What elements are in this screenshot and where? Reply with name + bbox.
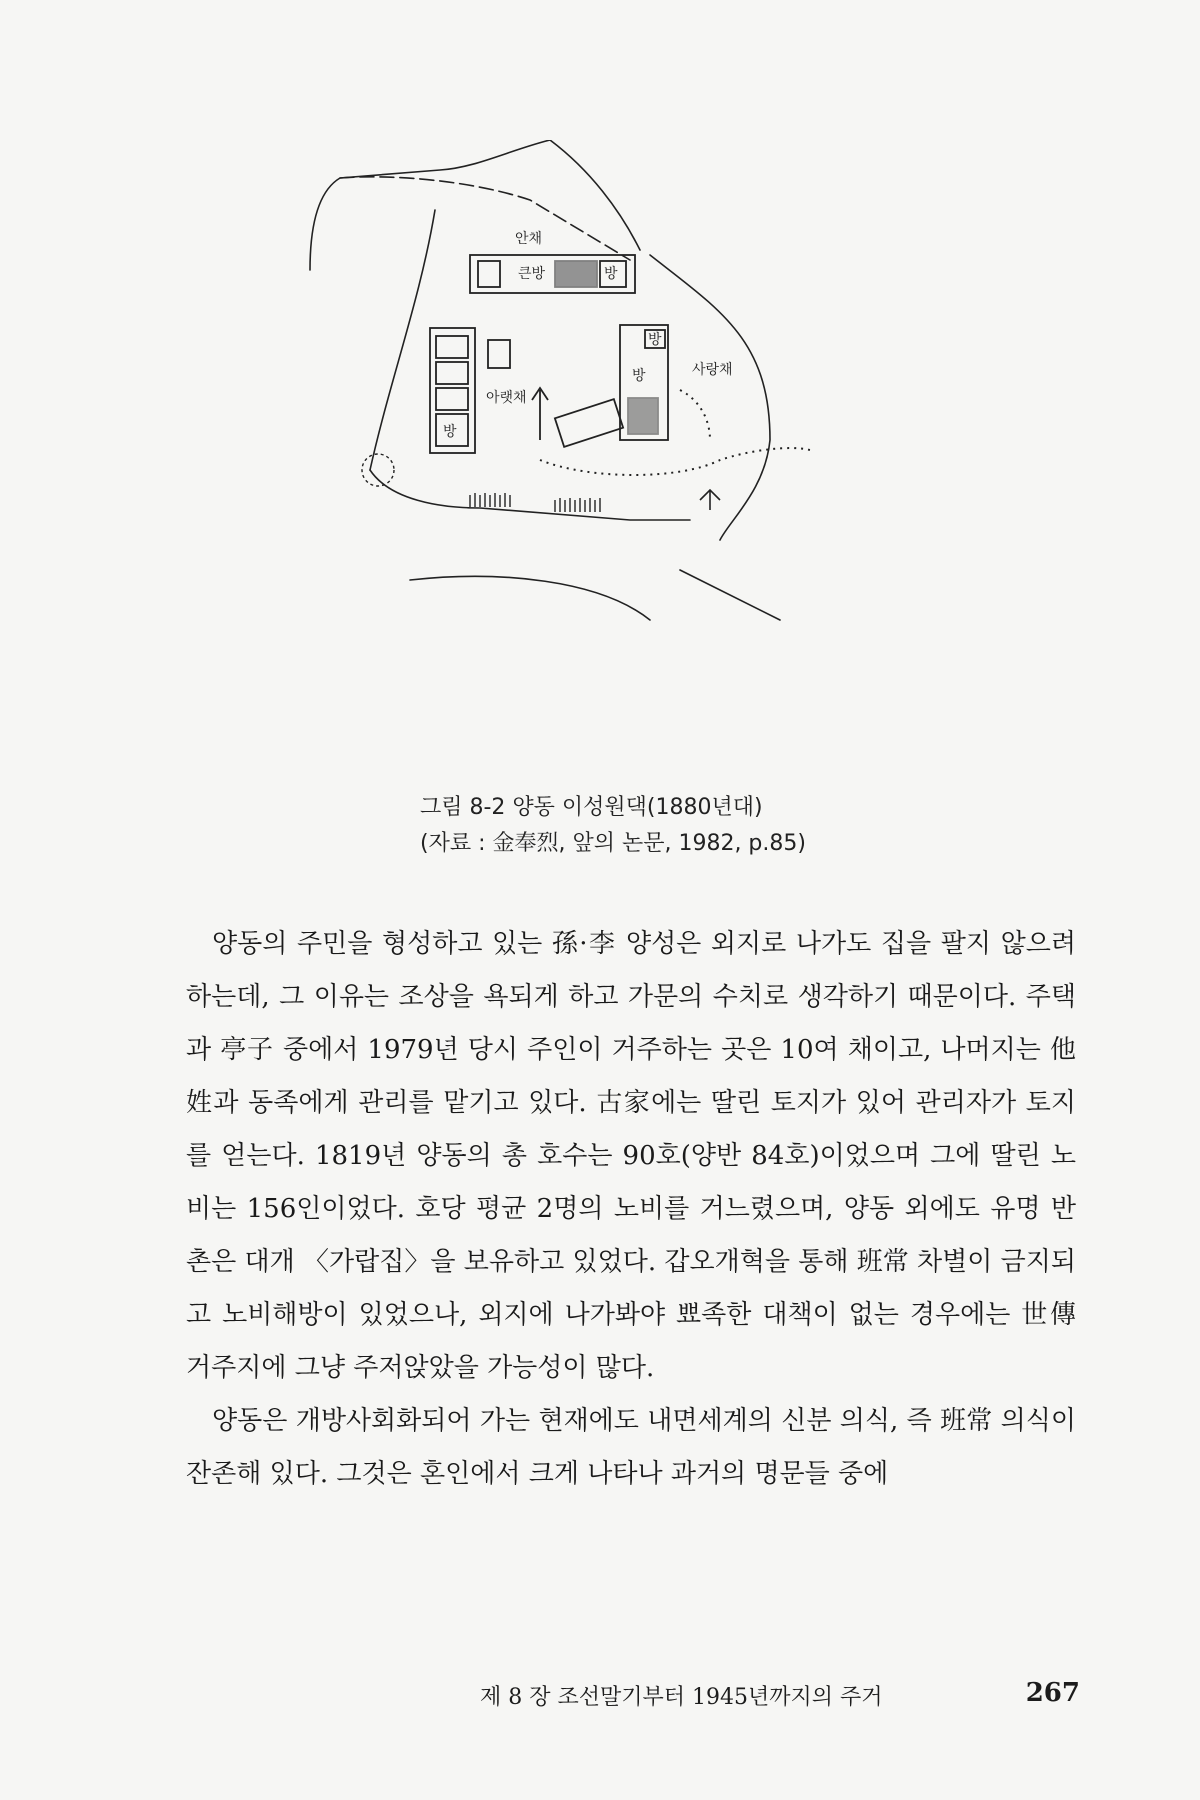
caption-title: 그림 8-2 양동 이성원댁(1880년대) bbox=[420, 795, 763, 820]
storage-block bbox=[555, 399, 623, 447]
page-footer bbox=[480, 1680, 1080, 1720]
label-sarangchae: 사랑채 bbox=[692, 362, 733, 378]
label-anchae: 안채 bbox=[515, 231, 543, 247]
figure-caption bbox=[420, 790, 940, 862]
site-outline bbox=[310, 140, 780, 620]
fence-hatch-right bbox=[555, 498, 600, 512]
left-boundary bbox=[370, 210, 435, 470]
hill-slope bbox=[550, 140, 640, 250]
fence-hatch-left bbox=[470, 493, 510, 507]
araetchae-cell-1 bbox=[436, 336, 468, 358]
label-bang-right-1: 방 bbox=[648, 332, 662, 348]
label-bang-left: 방 bbox=[443, 424, 457, 440]
well-box bbox=[488, 340, 510, 368]
hill-line-dashed bbox=[340, 177, 630, 260]
tree-right bbox=[700, 490, 720, 510]
caption-source: (자료 : 金奉烈, 앞의 논문, 1982, p.85) bbox=[420, 831, 806, 856]
running-title: 제 8 장 조선말기부터 1945년까지의 주거 bbox=[480, 1685, 883, 1710]
road-line bbox=[680, 570, 780, 620]
dotted-path-sarang bbox=[680, 390, 710, 440]
body-text bbox=[186, 918, 1076, 1501]
bottom-wall bbox=[370, 470, 690, 520]
paragraph: 양동은 개방사회화되어 가는 현재에도 내면세계의 신분 의식, 즉 班常 의식이 잔존해 있다. 그것은 혼인에서 크게 나타나 과거의 명문들 중에 bbox=[186, 1406, 1076, 1489]
site-plan-drawing bbox=[300, 140, 940, 740]
road-curve bbox=[410, 576, 650, 620]
label-keunbang: 큰방 bbox=[518, 266, 546, 282]
tree-left bbox=[362, 454, 394, 486]
site-plan-figure bbox=[300, 140, 940, 740]
araetchae-cell-3 bbox=[436, 388, 468, 410]
anchae-hatched bbox=[555, 261, 597, 287]
hill-line-top bbox=[310, 140, 550, 270]
label-araetchae: 아랫채 bbox=[486, 390, 527, 406]
label-bang-top: 방 bbox=[604, 266, 618, 282]
anchae-cell-left bbox=[478, 261, 500, 287]
paragraph: 양동의 주민을 형성하고 있는 孫·李 양성은 외지로 나가도 집을 팔지 않으려 하는데, 그 이유는 조상을 욕되게 하고 가문의 수치로 생각하기 때문이다. 주택과 亭子 중에서 1979년 당시 주인이 거주하는 곳은 10여 채이고, 나머지는 他姓과 동족에게 관리를 맡기고 있다. 古家에는 딸린 토지가 있어 관리자가 토지를 얻는다. 1819년 양동의 총 호수는 90호(양반 84호)이었으며 그에 딸린 노비는 156인이었다. 호당 평균 2명의 노비를 거느렸으며, 양동 외에도 유명 반촌은 대개 〈가랍집〉을 보유하고 있었다. 갑오개혁을 통해 班常 차별이 금지되고 노비해방이 있었으나, 외지에 나가봐야 뾰족한 대책이 없는 경우에는 世傳 거주지에 그냥 주저앉았을 가능성이 많다. bbox=[186, 929, 1076, 1383]
sarangchae-hatched bbox=[628, 398, 658, 434]
dotted-path bbox=[540, 448, 810, 475]
gate-arrow bbox=[532, 388, 548, 440]
araetchae-cell-2 bbox=[436, 362, 468, 384]
page-number: 267 bbox=[1025, 1678, 1080, 1708]
label-bang-right-2: 방 bbox=[632, 368, 646, 384]
